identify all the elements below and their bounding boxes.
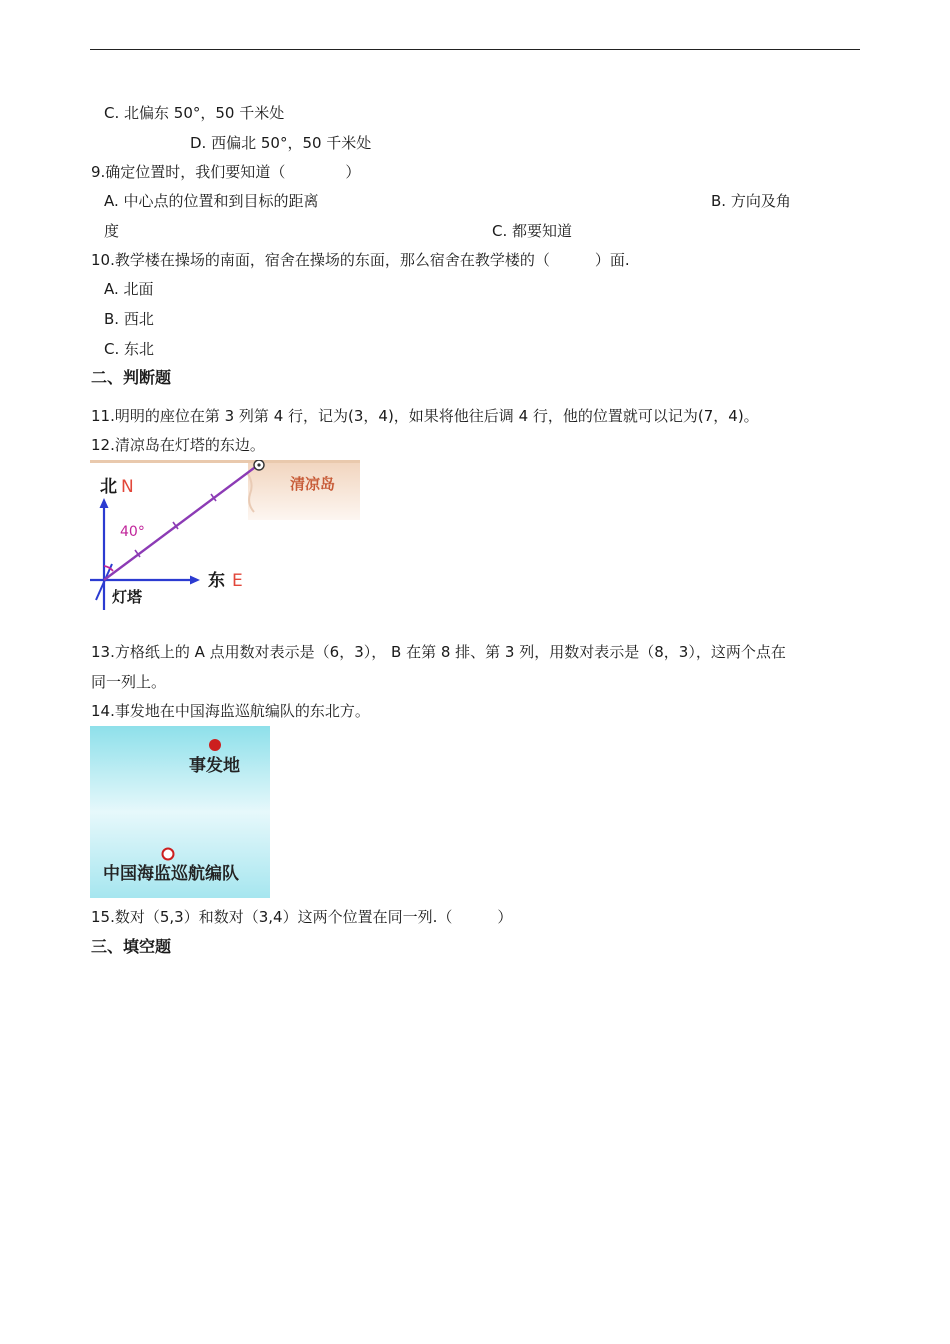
east-label: 东 [208,571,225,591]
q12-stem: 12.清凉岛在灯塔的东边。 [91,436,265,454]
q9-option-b: B. 方向及角 [711,192,791,210]
q12-compass-figure [90,460,360,612]
q10-option-b: B. 西北 [104,310,154,328]
q13-stem-continued: 同一列上。 [91,673,167,691]
incident-marker [209,739,221,751]
lighthouse-label: 灯塔 [112,588,143,606]
header-rule [90,49,860,50]
q10-stem: 10.教学楼在操场的南面，宿舍在操场的东面，那么宿舍在教学楼的（ ）面. [91,251,630,269]
section-3-title: 三、填空题 [91,937,172,956]
q8-option-d: D. 西偏北 50°，50 千米处 [190,134,372,152]
incident-label: 事发地 [189,756,240,776]
q14-sea-figure [90,726,270,898]
q8-option-c: C. 北偏东 50°，50 千米处 [104,104,285,122]
q9-option-c: C. 都要知道 [492,222,573,240]
q9-option-b-continued: 度 [104,222,120,240]
fleet-marker [163,849,174,860]
north-label: 北 [100,477,117,497]
q10-option-c: C. 东北 [104,340,155,358]
q14-stem: 14.事发地在中国海监巡航编队的东北方。 [91,702,370,720]
angle-label: 40° [120,524,145,540]
q9-option-a: A. 中心点的位置和到目标的距离 [104,192,319,210]
q9-stem: 9.确定位置时，我们要知道（ ） [91,163,361,181]
east-letter: E [232,571,243,591]
q11-stem: 11.明明的座位在第 3 列第 4 行，记为(3，4)，如果将他往后调 4 行，他的位置就可以记为(7，4)。 [91,407,759,425]
section-2-title: 二、判断题 [91,368,172,387]
q13-stem: 13.方格纸上的 A 点用数对表示是（6，3）， B 在第 8 排、第 3 列，用数对表示是（8，3），这两个点在 [91,643,786,661]
north-letter: N [121,477,134,497]
q10-option-a: A. 北面 [104,280,154,298]
q15-stem: 15.数对（5,3）和数对（3,4）这两个位置在同一列.（ ） [91,908,513,926]
island-label: 清凉岛 [290,475,336,493]
fleet-label: 中国海监巡航编队 [103,864,239,884]
